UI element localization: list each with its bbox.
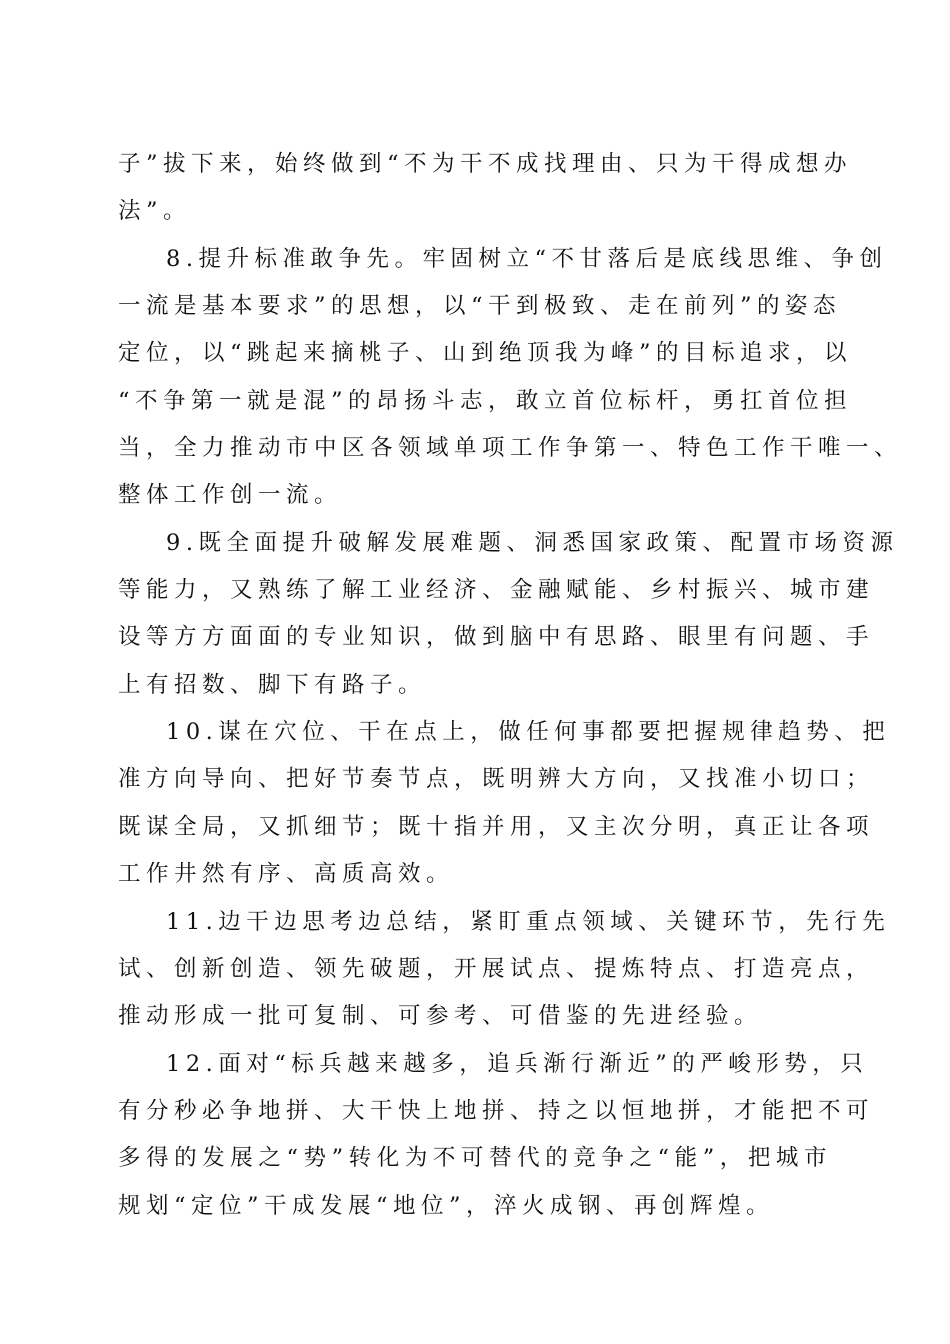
text-line: 推动形成一批可复制、可参考、可借鉴的先进经验。 [118, 1003, 763, 1030]
text-line: 一流是基本要求”的思想，以“干到极致、走在前列”的姿态 [118, 293, 842, 320]
text-line: 10.谋在穴位、干在点上，做任何事都要把握规律趋势、把 [166, 719, 891, 746]
text-line: 11.边干边思考边总结，紧盯重点领域、关键环节，先行先 [166, 908, 891, 935]
paragraph-10 [118, 709, 891, 898]
text-line: 整体工作创一流。 [118, 482, 343, 509]
paragraph-12 [118, 1041, 875, 1230]
text-line: 准方向导向、把好节奏节点，既明辨大方向，又找准小切口； [118, 766, 875, 793]
paragraph-8 [118, 236, 903, 520]
text-line: “不争第一就是混”的昂扬斗志，敢立首位标杆，勇扛首位担 [118, 387, 853, 414]
text-line: 规划“定位”干成发展“地位”，淬火成钢、再创辉煌。 [118, 1192, 775, 1219]
text-line: 9.既全面提升破解发展难题、洞悉国家政策、配置市场资源 [166, 529, 899, 556]
text-line: 多得的发展之“势”转化为不可替代的竞争之“能”，把城市 [118, 1145, 832, 1172]
paragraph-11 [118, 899, 891, 1041]
text-line: 工作井然有序、高质高效。 [118, 861, 455, 888]
text-line: 当，全力推动市中区各领域单项工作争第一、特色工作干唯一、 [118, 435, 903, 462]
text-line: 定位，以“跳起来摘桃子、山到绝顶我为峰”的目标追求，以 [118, 340, 853, 367]
text-line: 12.面对“标兵越来越多，追兵渐行渐近”的严峻形势，只 [166, 1050, 869, 1077]
text-line: 既谋全局，又抓细节；既十指并用，又主次分明，真正让各项 [118, 813, 875, 840]
text-line: 设等方方面面的专业知识，做到脑中有思路、眼里有问题、手 [118, 624, 875, 651]
text-line: 试、创新创造、领先破题，开展试点、提炼特点、打造亮点， [118, 955, 875, 982]
text-line: 等能力，又熟练了解工业经济、金融赋能、乡村振兴、城市建 [118, 577, 875, 604]
text-line: 子”拔下来，始终做到“不为干不成找理由、只为干得成想办 [118, 151, 853, 177]
paragraph-7-continuation [118, 141, 853, 236]
paragraph-9 [118, 520, 899, 709]
text-line: 8.提升标准敢争先。牢固树立“不甘落后是底线思维、争创 [166, 245, 888, 272]
text-line: 有分秒必争地拼、大干快上地拼、持之以恒地拼，才能把不可 [118, 1097, 875, 1124]
text-line: 法”。 [118, 198, 192, 225]
document-page [118, 141, 903, 1230]
text-line: 上有招数、脚下有路子。 [118, 671, 427, 698]
